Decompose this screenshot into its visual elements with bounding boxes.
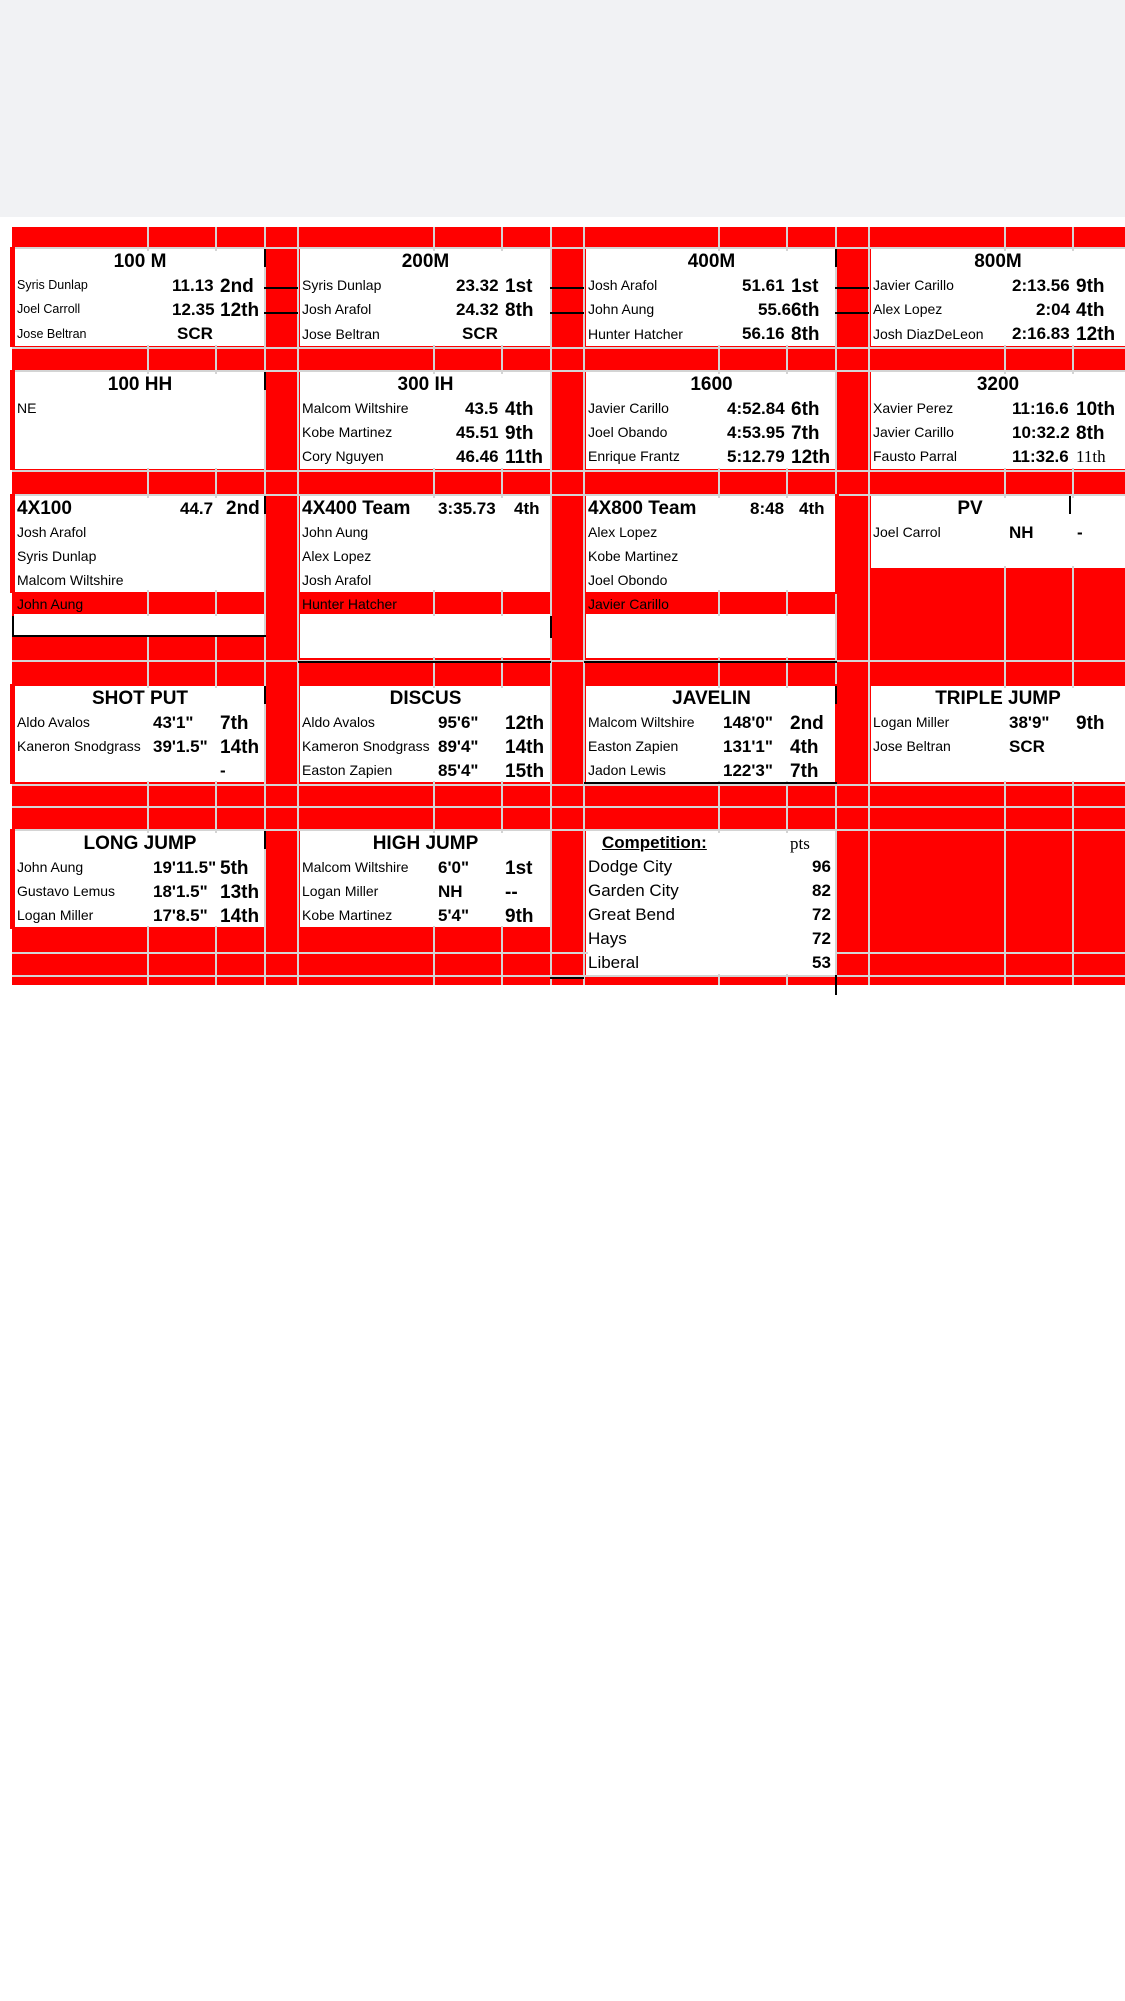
team-name: Dodge City	[588, 857, 673, 876]
place: 4th	[514, 499, 540, 518]
grid-line	[550, 227, 552, 985]
grid-line	[583, 227, 585, 985]
place: 6th	[791, 399, 820, 420]
place: -	[1077, 523, 1083, 542]
event-title: 800M	[974, 251, 1022, 272]
grid-line	[12, 347, 1125, 349]
mark: 5:12.79	[727, 447, 785, 466]
top-bar	[0, 0, 1125, 217]
athlete-name: Aldo Avalos	[302, 714, 375, 730]
mark: 10:32.2	[1012, 423, 1070, 442]
relay-member: Javier Carillo	[588, 596, 669, 612]
team-name: Great Bend	[588, 905, 675, 924]
place: 14th	[220, 737, 260, 758]
grid-line	[12, 806, 1125, 808]
place: 1st	[505, 276, 533, 297]
place: -	[220, 761, 226, 780]
event-title: 100 HH	[107, 374, 173, 395]
athlete-name: Josh DiazDeLeon	[873, 326, 984, 342]
event-title: 400M	[687, 251, 736, 272]
place: 6th	[791, 300, 820, 321]
place: 7th	[791, 423, 820, 444]
red-border	[835, 494, 839, 594]
relay-member: Josh Arafol	[302, 572, 372, 588]
mark: SCR	[1009, 737, 1045, 756]
athlete-name: Malcom Wiltshire	[302, 400, 409, 416]
place: 13th	[220, 882, 260, 903]
athlete-name: NE	[17, 400, 37, 416]
place: 14th	[220, 906, 260, 927]
athlete-name: Fausto Parral	[873, 448, 958, 464]
mark: 23.32	[456, 276, 499, 295]
place: 12th	[1076, 324, 1116, 345]
place: 4th	[505, 399, 534, 420]
mark: 6'0"	[438, 858, 470, 877]
place: 2nd	[790, 713, 824, 734]
cell-fill	[302, 616, 549, 657]
mark: 51.61	[742, 276, 785, 295]
mark: 44.7	[180, 499, 214, 518]
grid-line	[12, 247, 1125, 249]
event-title: HIGH JUMP	[372, 833, 479, 854]
event-title: TRIPLE JUMP	[935, 688, 1061, 709]
rule	[835, 312, 869, 314]
red-border	[10, 494, 15, 593]
athlete-name: Jose Beltran	[302, 326, 380, 342]
rule	[1069, 496, 1071, 514]
grid-line	[12, 784, 1125, 786]
athlete-name: Aldo Avalos	[17, 714, 90, 730]
place: 1st	[505, 858, 533, 879]
mark: 12.35	[172, 300, 215, 319]
grid-line	[835, 227, 837, 985]
rule	[12, 635, 266, 637]
grid-line	[12, 952, 1125, 954]
event-title: 4X400 Team	[302, 498, 411, 519]
athlete-name: Kameron Snodgrass	[302, 738, 430, 754]
mark: 122'3"	[723, 761, 773, 780]
grid-line	[12, 660, 1125, 662]
athlete-name: Logan Miller	[302, 883, 379, 899]
cell-fill	[588, 616, 835, 657]
athlete-name: John Aung	[17, 859, 84, 875]
athlete-name: Kobe Martinez	[302, 907, 393, 923]
rule	[12, 616, 14, 636]
athlete-name: Enrique Frantz	[588, 448, 680, 464]
rule	[550, 616, 552, 638]
place: 12th	[505, 713, 545, 734]
rule	[264, 496, 266, 514]
event-title: 100 M	[113, 251, 167, 272]
place: 9th	[1076, 713, 1105, 734]
relay-member: John Aung	[302, 524, 369, 540]
athlete-name: Syris Dunlap	[17, 278, 88, 292]
relay-member: Hunter Hatcher	[302, 596, 397, 612]
place: 9th	[1076, 276, 1105, 297]
athlete-name: Hunter Hatcher	[588, 326, 683, 342]
rule	[835, 975, 837, 995]
athlete-name: Malcom Wiltshire	[588, 714, 695, 730]
mark: 43'1"	[153, 713, 194, 732]
athlete-name: Xavier Perez	[873, 400, 954, 416]
rule	[298, 661, 551, 663]
athlete-name: John Aung	[588, 301, 655, 317]
place: 8th	[505, 300, 534, 321]
athlete-name: Cory Nguyen	[302, 448, 384, 464]
team-points: 72	[812, 905, 831, 924]
mark: 3:35.73	[438, 499, 496, 518]
mark: 95'6"	[438, 713, 479, 732]
relay-member: Malcom Wiltshire	[17, 572, 124, 588]
mark: 5'4"	[438, 906, 470, 925]
athlete-name: Alex Lopez	[873, 301, 943, 317]
rule	[584, 661, 837, 663]
athlete-name: Logan Miller	[17, 907, 94, 923]
rule	[550, 977, 584, 979]
mark: 18'1.5"	[153, 882, 208, 901]
team-name: Liberal	[588, 953, 640, 972]
athlete-name: Kaneron Snodgrass	[17, 738, 141, 754]
pts-label: pts	[790, 834, 810, 853]
mark: 11:16.6	[1012, 399, 1069, 418]
grid-line	[297, 227, 299, 985]
mark: 85'4"	[438, 761, 479, 780]
mark: 19'11.5"	[153, 858, 217, 877]
athlete-name: Jose Beltran	[17, 327, 87, 341]
mark: 148'0"	[723, 713, 773, 732]
event-title: 4X100	[17, 498, 72, 519]
place: 15th	[505, 761, 545, 782]
relay-member: John Aung	[17, 596, 84, 612]
mark: 24.32	[456, 300, 499, 319]
athlete-name: Malcom Wiltshire	[302, 859, 409, 875]
place: 11th	[505, 447, 544, 468]
mark: 11.13	[172, 276, 214, 295]
grid-line	[12, 494, 1125, 496]
mark: 39'1.5"	[153, 737, 208, 756]
team-points: 72	[812, 929, 831, 948]
rule	[835, 287, 869, 289]
event-title: DISCUS	[389, 688, 462, 709]
place: --	[505, 882, 518, 903]
relay-member: Alex Lopez	[588, 524, 658, 540]
team-points: 96	[812, 857, 831, 876]
event-title: LONG JUMP	[83, 833, 197, 854]
results-sheet	[0, 217, 1125, 1007]
rule	[550, 287, 584, 289]
mark: NH	[438, 882, 463, 901]
mark: SCR	[462, 324, 498, 343]
grid-line	[12, 470, 1125, 472]
place: 14th	[505, 737, 545, 758]
mark: 89'4"	[438, 737, 479, 756]
competition-title: Competition:	[602, 833, 707, 852]
event-title: 4X800 Team	[588, 498, 697, 519]
mark: 17'8.5"	[153, 906, 208, 925]
place: 4th	[790, 737, 819, 758]
mark: 4:52.84	[727, 399, 785, 418]
place: 9th	[505, 906, 534, 927]
mark: 38'9"	[1009, 713, 1050, 732]
place: 7th	[790, 761, 819, 782]
athlete-name: Joel Obando	[588, 424, 668, 440]
event-title: JAVELIN	[672, 688, 751, 709]
team-points: 82	[812, 881, 831, 900]
event-title: PV	[957, 498, 983, 519]
mark: 55.6	[758, 300, 792, 319]
relay-member: Kobe Martinez	[588, 548, 679, 564]
rule	[550, 312, 584, 314]
place: 4th	[1076, 300, 1105, 321]
athlete-name: Logan Miller	[873, 714, 950, 730]
athlete-name: Easton Zapien	[588, 738, 679, 754]
place: 12th	[220, 300, 260, 321]
mark: 11:32.6	[1012, 447, 1069, 466]
grid-line	[12, 829, 1125, 831]
place: 4th	[799, 499, 825, 518]
event-title: 1600	[690, 374, 733, 395]
mark: 43.5	[465, 399, 499, 418]
athlete-name: Jose Beltran	[873, 738, 951, 754]
mark: SCR	[177, 324, 213, 343]
cell-fill	[16, 616, 264, 635]
event-title: 200M	[401, 251, 450, 272]
athlete-name: Gustavo Lemus	[17, 883, 116, 899]
rule	[264, 287, 298, 289]
relay-member: Joel Obondo	[588, 572, 668, 588]
athlete-name: Javier Carillo	[873, 277, 954, 293]
team-points: 53	[812, 953, 831, 972]
mark: 8:48	[750, 499, 785, 518]
place: 2nd	[220, 276, 254, 297]
place: 8th	[791, 324, 820, 345]
event-title: 3200	[976, 374, 1020, 395]
mark: 46.46	[456, 447, 499, 466]
place: 9th	[505, 423, 534, 444]
team-name: Garden City	[588, 881, 679, 900]
mark: 56.16	[742, 324, 785, 343]
athlete-name: Javier Carillo	[873, 424, 954, 440]
place: 1st	[791, 276, 819, 297]
mark: 4:53.95	[727, 423, 785, 442]
athlete-name: Josh Arafol	[588, 277, 658, 293]
relay-member: Josh Arafol	[17, 524, 87, 540]
athlete-name: Jadon Lewis	[588, 762, 666, 778]
mark: NH	[1009, 523, 1034, 542]
athlete-name: Kobe Martinez	[302, 424, 393, 440]
athlete-name: Josh Arafol	[302, 301, 372, 317]
place: 2nd	[226, 498, 260, 519]
athlete-name: Javier Carillo	[588, 400, 669, 416]
event-title: 300 IH	[397, 374, 454, 395]
mark: 2:16.83	[1012, 324, 1070, 343]
place: 12th	[791, 447, 831, 468]
place: 8th	[1076, 423, 1105, 444]
event-title: SHOT PUT	[91, 688, 189, 709]
grid-line	[868, 227, 870, 985]
team-name: Hays	[588, 929, 627, 948]
mark: 45.51	[456, 423, 499, 442]
athlete-name: Easton Zapien	[302, 762, 393, 778]
place: 5th	[220, 858, 249, 879]
relay-member: Syris Dunlap	[17, 548, 97, 564]
rule	[264, 312, 298, 314]
place: 11th	[1076, 447, 1106, 466]
grid-line	[264, 227, 266, 985]
athlete-name: Joel Carrol	[873, 524, 941, 540]
athlete-name: Syris Dunlap	[302, 277, 382, 293]
grid-line	[12, 370, 1125, 372]
place: 7th	[220, 713, 249, 734]
place: 10th	[1076, 399, 1116, 420]
mark: 2:04	[1036, 300, 1071, 319]
relay-member: Alex Lopez	[302, 548, 372, 564]
mark: 2:13.56	[1012, 276, 1070, 295]
rule	[584, 782, 837, 784]
mark: 131'1"	[723, 737, 773, 756]
athlete-name: Joel Carroll	[17, 302, 81, 316]
